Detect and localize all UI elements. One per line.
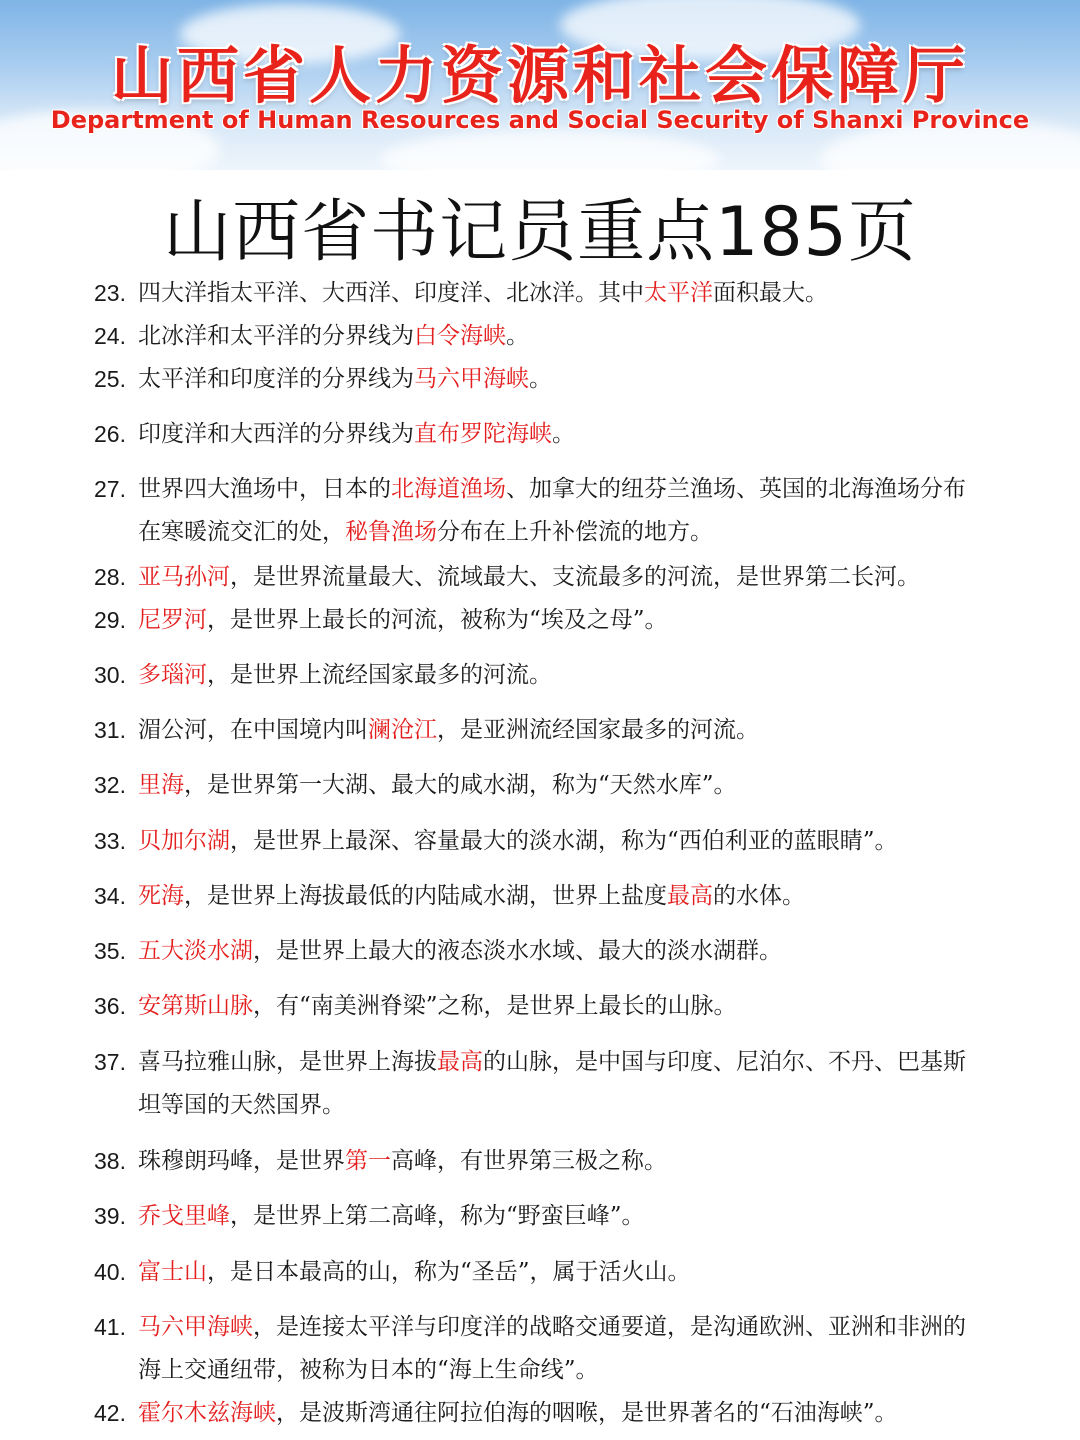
highlight-text: 贝加尔湖 [138, 828, 230, 854]
item-text [138, 654, 974, 697]
body-text: 四大洋指太平洋、大西洋、印度洋、北冰洋。其中 [138, 280, 644, 306]
highlight-text: 太平洋 [644, 280, 713, 306]
body-text: ，是世界上最深、容量最大的淡水湖，称为“西伯利亚的蓝眼睛”。 [230, 828, 898, 854]
body-text: ，是世界上第二高峰，称为“野蛮巨峰”。 [230, 1203, 645, 1229]
body-text: 的水体。 [713, 883, 805, 909]
list-item [94, 315, 974, 358]
item-text [138, 1195, 974, 1238]
item-text [138, 1306, 974, 1392]
body-text: 。 [529, 366, 552, 392]
body-text: 的山脉，是中国与印度、尼泊尔、不丹、巴基斯坦等国的天然国界。 [138, 1049, 966, 1118]
item-number: 28. [94, 564, 126, 590]
item-number: 38. [94, 1148, 126, 1174]
item-text [138, 820, 974, 863]
body-text: ，是世界上最大的液态淡水水域、最大的淡水湖群。 [253, 938, 782, 964]
body-text: 印度洋和大西洋的分界线为 [138, 421, 414, 447]
item-number: 23. [94, 280, 126, 306]
cloud-decoration [380, 130, 720, 170]
body-text: ，有“南美洲脊梁”之称，是世界上最长的山脉。 [253, 993, 737, 1019]
highlight-text: 澜沧江 [368, 717, 437, 743]
item-text [138, 875, 974, 918]
body-text: 太平洋和印度洋的分界线为 [138, 366, 414, 392]
highlight-text: 最高 [437, 1049, 483, 1075]
item-number: 24. [94, 323, 126, 349]
item-number: 33. [94, 828, 126, 854]
highlight-text: 五大淡水湖 [138, 938, 253, 964]
highlight-text: 北海道渔场 [391, 476, 506, 502]
item-number: 40. [94, 1259, 126, 1285]
body-text: ，是世界流量最大、流域最大、支流最多的河流，是世界第二长河。 [230, 564, 920, 590]
item-text [138, 1392, 974, 1435]
highlight-text: 乔戈里峰 [138, 1203, 230, 1229]
highlight-text: 秘鲁渔场 [345, 519, 437, 545]
item-number: 36. [94, 993, 126, 1019]
item-text [138, 930, 974, 973]
body-text: 珠穆朗玛峰，是世界 [138, 1148, 345, 1174]
header-banner [0, 0, 1080, 170]
highlight-text: 里海 [138, 772, 184, 798]
highlight-text: 马六甲海峡 [414, 366, 529, 392]
item-number: 32. [94, 772, 126, 798]
list-item [94, 413, 974, 456]
item-text [138, 413, 974, 456]
list-item [94, 1041, 974, 1127]
item-text [138, 1140, 974, 1183]
item-number: 31. [94, 717, 126, 743]
org-name-en: Department of Human Resources and Social Security of Shanxi Province [50, 106, 1030, 134]
item-text [138, 556, 974, 599]
highlight-text: 白令海峡 [414, 323, 506, 349]
body-text: ，是亚洲流经国家最多的河流。 [437, 717, 759, 743]
highlight-text: 富士山 [138, 1259, 207, 1285]
item-number: 30. [94, 662, 126, 688]
item-number: 26. [94, 421, 126, 447]
item-text [138, 1041, 974, 1127]
list-item [94, 985, 974, 1028]
item-text [138, 358, 974, 401]
body-text: 面积最大。 [713, 280, 828, 306]
body-text: 、加拿大的纽芬兰渔场、英国的北海渔场分布在寒暖流交汇的处， [138, 476, 966, 545]
list-item [94, 1392, 974, 1435]
body-text: ，是日本最高的山，称为“圣岳”，属于活火山。 [207, 1259, 691, 1285]
highlight-text: 最高 [667, 883, 713, 909]
list-item [94, 820, 974, 863]
item-number: 37. [94, 1049, 126, 1075]
highlight-text: 死海 [138, 883, 184, 909]
list-item [94, 875, 974, 918]
body-text: ，是世界上最长的河流，被称为“埃及之母”。 [207, 607, 668, 633]
list-item [94, 930, 974, 973]
list-item [94, 709, 974, 752]
body-text: ，是世界上流经国家最多的河流。 [207, 662, 552, 688]
body-text: ，是世界第一大湖、最大的咸水湖，称为“天然水库”。 [184, 772, 737, 798]
highlight-text: 多瑙河 [138, 662, 207, 688]
body-text: 高峰，有世界第三极之称。 [391, 1148, 667, 1174]
list-item [94, 358, 974, 401]
list-item [94, 1195, 974, 1238]
highlight-text: 亚马孙河 [138, 564, 230, 590]
body-text: 喜马拉雅山脉，是世界上海拔 [138, 1049, 437, 1075]
highlight-text: 第一 [345, 1148, 391, 1174]
list-item [94, 272, 974, 315]
list-item [94, 1251, 974, 1294]
item-text [138, 468, 974, 554]
list-item [94, 764, 974, 807]
org-name-cn: 山西省人力资源和社会保障厅 [110, 39, 969, 112]
page-title: 山西省书记员重点185页 [163, 193, 917, 272]
item-number: 27. [94, 476, 126, 502]
body-text: 。 [552, 421, 575, 447]
body-text: ，是波斯湾通往阿拉伯海的咽喉，是世界著名的“石油海峡”。 [276, 1400, 898, 1426]
item-number: 29. [94, 607, 126, 633]
list-item [94, 654, 974, 697]
item-text [138, 985, 974, 1028]
body-text: 北冰洋和太平洋的分界线为 [138, 323, 414, 349]
highlight-text: 霍尔木兹海峡 [138, 1400, 276, 1426]
highlight-text: 安第斯山脉 [138, 993, 253, 1019]
body-text: ，是连接太平洋与印度洋的战略交通要道，是沟通欧洲、亚洲和非洲的海上交通纽带，被称为日本的“海上生命线”。 [138, 1314, 966, 1383]
list-item [94, 468, 974, 554]
list-item [94, 599, 974, 642]
item-number: 25. [94, 366, 126, 392]
item-number: 34. [94, 883, 126, 909]
item-number: 41. [94, 1314, 126, 1340]
item-text [138, 315, 974, 358]
body-text: 世界四大渔场中，日本的 [138, 476, 391, 502]
body-text: ，是世界上海拔最低的内陆咸水湖，世界上盐度 [184, 883, 667, 909]
list-item [94, 556, 974, 599]
body-text: 分布在上升补偿流的地方。 [437, 519, 713, 545]
list-item [94, 1306, 974, 1392]
body-text: 。 [506, 323, 529, 349]
item-number: 42. [94, 1400, 126, 1426]
highlight-text: 马六甲海峡 [138, 1314, 253, 1340]
item-text [138, 599, 974, 642]
item-text [138, 709, 974, 752]
item-text [138, 272, 974, 315]
item-text [138, 764, 974, 807]
highlight-text: 直布罗陀海峡 [414, 421, 552, 447]
item-number: 39. [94, 1203, 126, 1229]
item-number: 35. [94, 938, 126, 964]
item-text [138, 1251, 974, 1294]
highlight-text: 尼罗河 [138, 607, 207, 633]
body-text: 湄公河，在中国境内叫 [138, 717, 368, 743]
list-item [94, 1140, 974, 1183]
